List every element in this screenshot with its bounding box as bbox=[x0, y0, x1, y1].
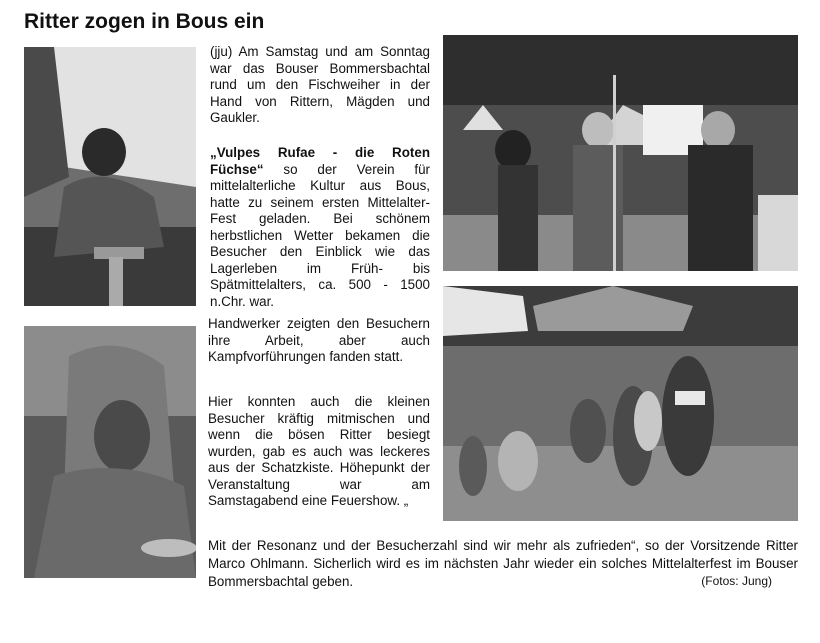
article-title: Ritter zogen in Bous ein bbox=[24, 10, 265, 33]
photo-children-battle bbox=[443, 286, 798, 521]
paragraph-craftsmen: Handwerker zeigten den Besuchern ihre Arbeit, aber auch Kampfvorführungen fanden statt. bbox=[208, 316, 430, 364]
club-name: „Vulpes Rufae - die Roten Füchse“ bbox=[210, 145, 430, 177]
paragraph-closing: Mit der Resonanz und der Besucherzahl sind wir mehr als zufrieden“, so der Vorsitzende Ritter Marco Ohlmann. Sicherlich wird es im nächsten Jahr wieder ein solches Mittelalterfest im Bouser Bommersbachtal geben. bbox=[208, 538, 798, 589]
paragraph-intro: (jju) Am Samstag und am Sonntag war das Bouser Bommersbachtal rund um den Fischweiher in der Hand von Rittern, Mägden und Gaukler. bbox=[210, 44, 430, 125]
club-description: so der Verein für mittelalterliche Kultur aus Bous, hatte zu seinem ersten Mittelalter-Fest geladen. Bei schönem herbstlichen Wetter bekamen die Besucher den Einblick wie das Lagerleben im Früh- bis Spätmittelalters, ca. 500 - 1500 n.Chr. war. bbox=[210, 161, 430, 309]
photo-knights-camp bbox=[443, 35, 798, 271]
paragraph-children: Hier konnten auch die kleinen Besucher kräftig mitmischen und wenn die bösen Ritter besiegt wurden, gab es auch was leckeres aus der Schatzkiste. Höhepunkt der Veranstaltung war am Samstagabend eine Feuershow. „ bbox=[208, 394, 430, 508]
photo-credit: (Fotos: Jung) bbox=[701, 574, 772, 588]
photo-hooded-man bbox=[24, 326, 196, 578]
photo-craftsman bbox=[24, 47, 196, 306]
paragraph-club bbox=[210, 145, 430, 310]
